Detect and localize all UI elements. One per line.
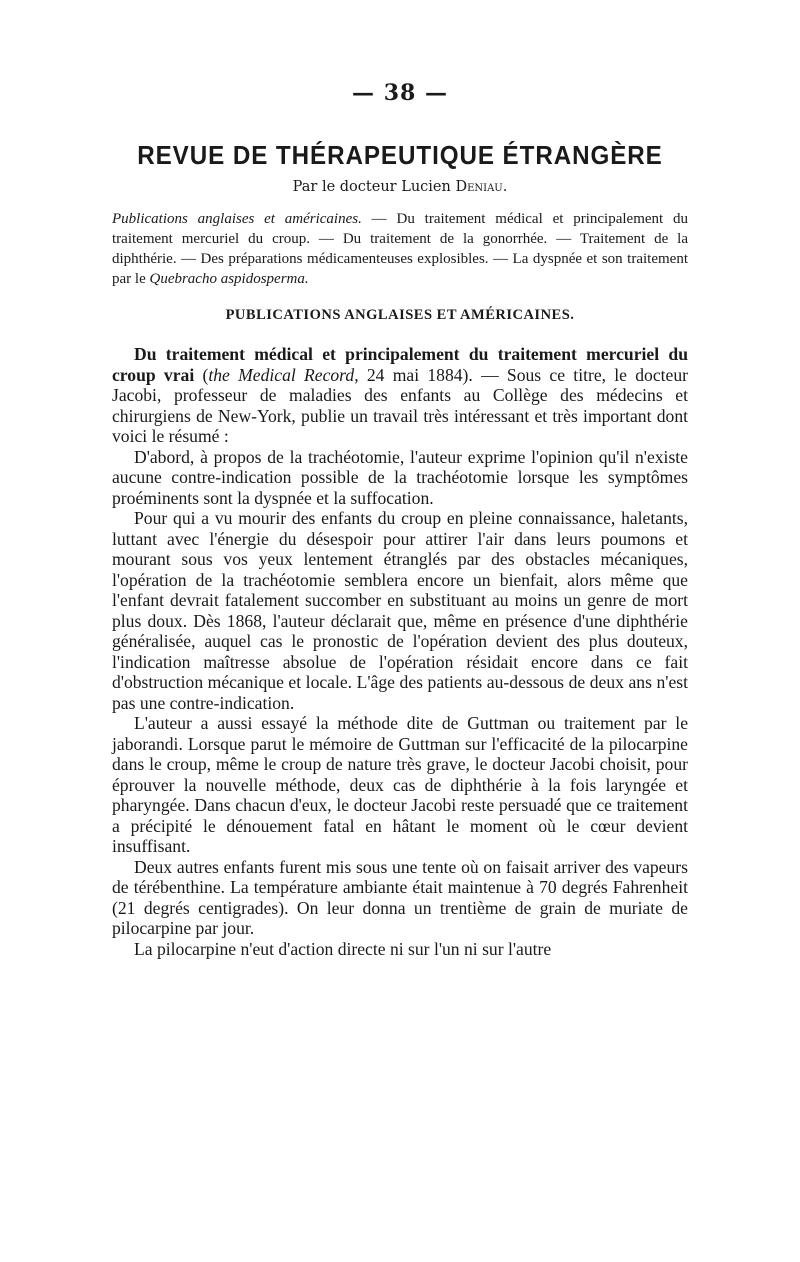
article-paragraph-4: L'auteur a aussi essayé la méthode dite de Guttman ou traitement par le jaborandi. Lorsque parut le mémoire de Guttman sur l'efficacité de la pilocarpine dans le croup, même le croup de nature très grave, le docteur Jacobi choisit, pour éprouver la nouvelle méthode, deux cas de diphthérie à la fois laryngée et pharyngée. Dans chacun d'eux, le docteur Jacobi reste persuadé que ce traitement a précipité le dénouement fatal en hâtant le moment où le cœur devient insuffisant. xyxy=(112,713,688,856)
page-number: — 38 — xyxy=(352,80,448,106)
article-source-open: ( xyxy=(194,364,209,385)
article-paragraph-6: La pilocarpine n'eut d'action directe ni sur l'un ni sur l'autre xyxy=(134,938,552,959)
article-paragraph-1 xyxy=(112,344,688,447)
byline xyxy=(112,179,688,195)
page xyxy=(112,80,688,959)
byline-prefix: Par le docteur Lucien xyxy=(292,179,456,195)
summary-text: — Du traitement médical et principalement du traitement mercuriel du croup. — Du traitement de la gonorrhée. — Traitement de la diphthérie. — Des préparations médicamenteuses explosibles. — La dyspnée et son traitement par le xyxy=(112,211,689,287)
article-paragraph-1-text: — Sous ce titre, le docteur Jacobi, professeur de maladies des enfants au Collège des médecins et chirurgiens de New-York, publie un travail très intéressant et très important dont voici le résumé : xyxy=(112,364,689,446)
article-source: the Medical Record xyxy=(208,364,355,385)
article-paragraph-3: Pour qui a vu mourir des enfants du croup en pleine connaissance, haletants, luttant avec l'énergie du désespoir pour attirer l'air dans leurs poumons et mourant sous vos yeux lentement étranglés par des obstacles mécaniques, l'opération de la trachéotomie semblera encore un bienfait, alors même que l'enfant devrait fatalement succomber en substituant au moins un genre de mort plus doux. Dès 1868, l'auteur déclarait que, même en présence d'une diphthérie généralisée, auquel cas le pronostic de l'opération devient des plus douteux, l'indication maîtresse absolue de l'opération résidait encore dans ce fait d'obstruction mécanique et locale. L'âge des patients au-dessous de deux ans n'est pas une contre-indication. xyxy=(112,508,688,713)
article-paragraph-5: Deux autres enfants furent mis sous une tente où on faisait arriver des vapeurs de térébenthine. La température ambiante était maintenue à 70 degrés Fahrenheit (21 degrés centigrades). On leur donna un trentième de grain de muriate de pilocarpine par jour. xyxy=(112,856,688,938)
article-paragraph-2: D'abord, à propos de la trachéotomie, l'auteur exprime l'opinion qu'il n'existe aucune contre-indication possible de la trachéotomie lorsque les symptômes proéminents sont la dyspnée et la suffocation. xyxy=(112,446,688,508)
summary-label: Publications anglaises et américaines. xyxy=(112,211,362,227)
summary-paragraph xyxy=(112,209,688,289)
section-heading: PUBLICATIONS ANGLAISES ET AMÉRICAINES. xyxy=(225,307,575,323)
summary-plant-name: Quebracho aspidosperma. xyxy=(149,271,309,287)
article-source-close: , 24 mai 1884). xyxy=(354,364,473,385)
byline-author-surname: Deniau. xyxy=(455,179,508,195)
journal-title: REVUE DE THÉRAPEUTIQUE ÉTRANGÈRE xyxy=(137,140,663,170)
article-body xyxy=(112,344,688,959)
article-lead-title: Du traitement médical et principalement du traitement mercuriel du croup vrai xyxy=(112,344,688,385)
